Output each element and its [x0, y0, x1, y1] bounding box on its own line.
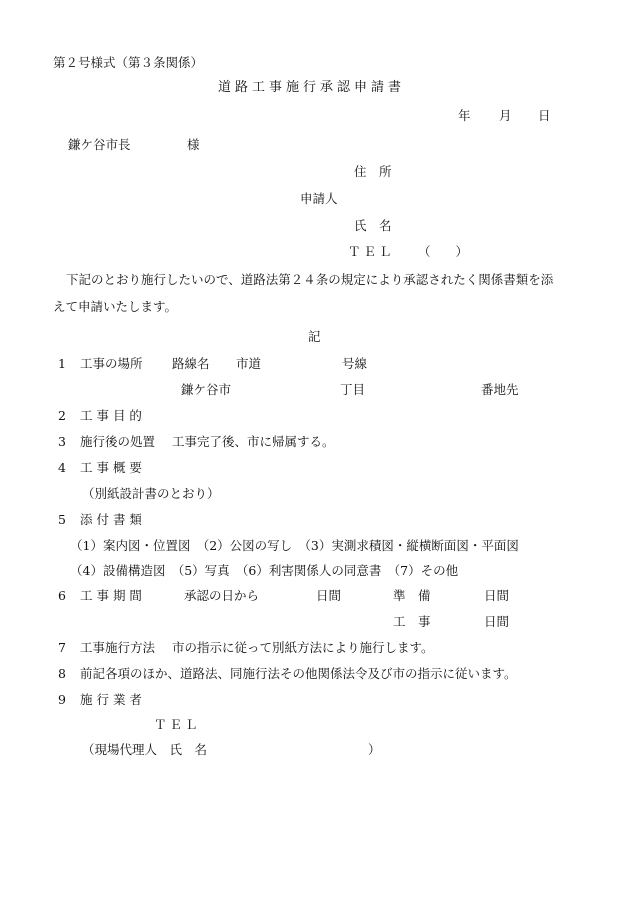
addressee-mayor: 鎌ケ谷市長 — [68, 137, 131, 152]
item7-number: 7 — [58, 640, 66, 655]
item8-value: 前記各項のほか、道路法、同施行法その他関係法令及び市の指示に従います。 — [80, 666, 517, 681]
addressee-honorific: 様 — [187, 137, 200, 152]
item6-label: 工 事 期 間 — [80, 588, 142, 603]
name-label: 氏 名 — [354, 218, 392, 233]
item2-number: 2 — [58, 408, 66, 423]
intro-line1: 下記のとおり施行したいので、道路法第２４条の規定により承認されたく関係書類を添 — [66, 272, 554, 287]
item9-number: 9 — [58, 692, 66, 707]
item1-label: 工事の場所 — [80, 356, 143, 371]
form-number: 第２号様式（第３条関係） — [53, 55, 204, 70]
item7-value: 市の指示に従って別紙方法により施行します。 — [172, 640, 434, 655]
intro-line2: えて申請いたします。 — [53, 299, 178, 314]
item4-label: 工 事 概 要 — [80, 460, 142, 475]
ki-heading: 記 — [308, 329, 321, 344]
item4-sub: （別紙設計書のとおり） — [82, 486, 220, 501]
item5-label: 添 付 書 類 — [80, 512, 142, 527]
item5-number: 5 — [58, 512, 66, 527]
item5-attachments-line2: （4）設備構造図 （5）写真 （6）利害関係人の同意書 （7）その他 — [70, 563, 459, 578]
item9-tel: ＴＥＬ — [154, 717, 201, 732]
item1-chome: 丁目 — [340, 382, 366, 397]
item9-agent-close: ） — [368, 742, 381, 757]
item3-value: 工事完了後、市に帰属する。 — [172, 434, 335, 449]
item3-label: 施行後の処置 — [80, 434, 156, 449]
form-title: 道路工事施行承認申請書 — [218, 80, 406, 95]
item8-number: 8 — [58, 666, 66, 681]
item4-number: 4 — [58, 460, 66, 475]
item6-days2: 日間 — [484, 588, 510, 603]
item6-days1: 日間 — [316, 588, 342, 603]
item1-route-label: 路線名 — [172, 356, 210, 371]
address-label: 住 所 — [354, 164, 392, 179]
date-year: 年 — [458, 108, 471, 123]
item7-label: 工事施行方法 — [80, 640, 156, 655]
item1-route-no: 号線 — [342, 356, 368, 371]
item6-days3: 日間 — [484, 614, 510, 629]
item6-work-label: 工 事 — [393, 614, 431, 629]
item1-route-type: 市道 — [236, 356, 262, 371]
item6-from: 承認の日から — [184, 588, 260, 603]
date-month: 月 — [499, 108, 512, 123]
item6-prep-label: 準 備 — [393, 588, 431, 603]
tel-paren: （ ） — [418, 244, 469, 259]
item9-label: 施 行 業 者 — [80, 692, 142, 707]
item1-city: 鎌ケ谷市 — [181, 382, 232, 397]
item9-agent-open: （現場代理人 氏 名 — [82, 742, 208, 757]
item1-number: 1 — [58, 356, 66, 371]
item5-attachments-line1: （1）案内図・位置図 （2）公図の写し （3）実測求積図・縦横断面図・平面図 — [70, 538, 519, 553]
item6-number: 6 — [58, 588, 66, 603]
item1-banchi: 番地先 — [481, 382, 519, 397]
item3-number: 3 — [58, 434, 66, 449]
tel-label: ＴＥＬ — [348, 244, 395, 259]
date-day: 日 — [538, 108, 551, 123]
item2-label: 工 事 目 的 — [80, 408, 142, 423]
applicant-label: 申請人 — [300, 191, 338, 206]
